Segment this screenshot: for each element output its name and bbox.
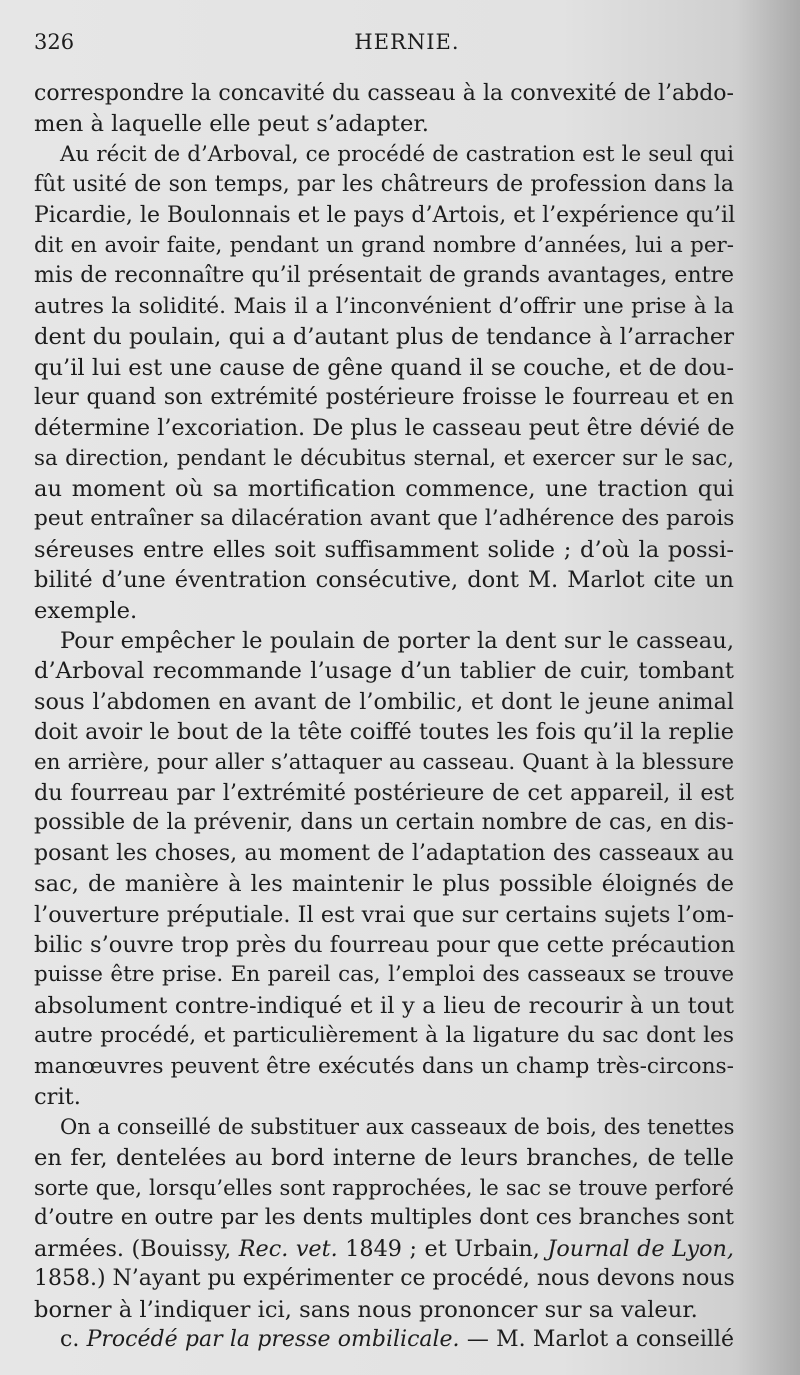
text-line <box>34 1021 734 1051</box>
text-line <box>34 565 734 595</box>
text-line <box>34 778 734 808</box>
text-line <box>34 930 734 960</box>
line-text: autres la solidité. Mais il a l’inconvénient d’offrir une prise à la <box>34 293 734 319</box>
line-text: mis de reconnaître qu’il présentait de grands avantages, entre <box>34 263 734 289</box>
line-text: séreuses entre elles soit suffisamment solide ; d’où la possi- <box>34 536 734 563</box>
text-line <box>34 444 734 474</box>
line-text: puisse être prise. En pareil cas, l’emploi des casseaux se trouve <box>34 962 734 988</box>
text-line <box>34 322 734 352</box>
text-line <box>34 1325 734 1355</box>
text-line <box>34 960 734 990</box>
line-text: exemple. <box>34 597 138 624</box>
line-text: 1858.) N’ayant pu expérimenter ce procédé, nous devons nous <box>34 1266 735 1292</box>
line-text: 1849 ; et Urbain, <box>337 1235 548 1262</box>
line-text: On a conseillé de substituer aux casseaux de bois, des tenettes <box>60 1114 735 1140</box>
line-text: correspondre la concavité du casseau à la convexité de l’abdo- <box>34 81 734 106</box>
text-line <box>34 1173 734 1203</box>
line-text: dent du poulain, qui a d’autant plus de tendance à l’arracher <box>34 324 734 351</box>
text-line <box>34 140 734 170</box>
line-text: en fer, dentelées au bord interne de leurs branches, de telle <box>34 1144 734 1171</box>
text-line <box>34 261 734 291</box>
line-text: Picardie, le Boulonnais et le pays d’Artois, et l’expérience qu’il <box>34 202 736 228</box>
line-text: d’outre en outre par les dents multiples dont ces branches sont <box>34 1205 734 1231</box>
line-text: au moment où sa mortification commence, une traction qui <box>34 476 734 503</box>
line-text: leur quand son extrémité postérieure froisse le fourreau et en <box>34 384 734 410</box>
text-line <box>34 1234 734 1264</box>
line-text: bilité d’une éventration consécutive, dont M. Marlot cite un <box>34 567 734 594</box>
line-text: détermine l’excoriation. De plus le casseau peut être dévié de <box>34 415 735 442</box>
line-text: l’ouverture préputiale. Il est vrai que sur certains sujets l’om- <box>34 901 734 928</box>
line-text: possible de la prévenir, dans un certain nombre de cas, en dis- <box>34 810 734 836</box>
line-text: c. <box>60 1327 87 1353</box>
italic-text: Procédé par la presse ombilicale. <box>86 1327 460 1353</box>
line-text: armées. (Bouissy, <box>34 1235 239 1262</box>
text-line <box>34 1082 734 1112</box>
text-line <box>34 839 734 869</box>
text-line <box>34 1052 734 1082</box>
line-text: du fourreau par l’extrémité postérieure de cet appareil, il est <box>34 779 734 806</box>
text-line <box>34 687 734 717</box>
line-text: manœuvres peuvent être exécutés dans un champ très-circons- <box>34 1053 734 1079</box>
text-line <box>34 109 734 139</box>
page-number: 326 <box>34 30 75 54</box>
text-line <box>34 1203 734 1233</box>
text-line <box>34 170 734 200</box>
text-line <box>34 748 734 778</box>
text-line <box>34 626 734 656</box>
text-line <box>34 596 734 626</box>
text-line <box>34 231 734 261</box>
line-text: peut entraîner sa dilacération avant que l’adhérence des parois <box>34 506 735 532</box>
text-line <box>34 535 734 565</box>
line-text: — M. Marlot a conseillé <box>459 1327 735 1353</box>
line-text: sorte que, lorsqu’elles sont rapprochées, le sac se trouve perforé <box>34 1175 734 1201</box>
line-text: Pour empêcher le poulain de porter la dent sur le casseau, <box>60 628 734 655</box>
text-line <box>34 79 734 109</box>
text-line <box>34 656 734 686</box>
line-text: Au récit de d’Arboval, ce procédé de castration est le seul qui <box>60 141 734 167</box>
line-text: bilic s’ouvre trop près du fourreau pour que cette précaution <box>34 931 736 958</box>
line-text: men à laquelle elle peut s’adapter. <box>34 111 429 138</box>
text-line <box>34 808 734 838</box>
line-text: crit. <box>34 1083 81 1110</box>
running-head: HERNIE. <box>354 30 460 54</box>
text-line <box>34 1112 734 1142</box>
line-text: qu’il lui est une cause de gêne quand il se couche, et de dou- <box>34 354 734 381</box>
italic-text: Rec. vet. <box>238 1235 338 1262</box>
text-line <box>34 869 734 899</box>
body-text <box>34 79 734 1355</box>
line-text: posant les choses, au moment de l’adaptation des casseaux au <box>34 840 734 866</box>
page-header <box>34 30 740 66</box>
line-text: sous l’abdomen en avant de l’ombilic, et dont le jeune animal <box>34 688 734 715</box>
line-text: borner à l’indiquer ici, sans nous prononcer sur sa valeur. <box>34 1296 698 1323</box>
line-text: doit avoir le bout de la tête coiffé toutes les fois qu’il la replie <box>34 719 734 746</box>
line-text: sac, de manière à les maintenir le plus possible éloignés de <box>34 871 734 898</box>
line-text: dit en avoir faite, pendant un grand nombre d’années, lui a per- <box>34 232 734 258</box>
text-line <box>34 413 734 443</box>
line-text: d’Arboval recommande l’usage d’un tablier de cuir, tombant <box>34 658 734 685</box>
text-line <box>34 474 734 504</box>
line-text: fût usité de son temps, par les châtreurs de profession dans la <box>34 172 734 198</box>
line-text: sa direction, pendant le décubitus sternal, et exercer sur le sac, <box>34 445 734 471</box>
text-line <box>34 900 734 930</box>
line-text: en arrière, pour aller s’attaquer au casseau. Quant à la blessure <box>34 749 734 775</box>
text-line <box>34 991 734 1021</box>
text-line <box>34 201 734 231</box>
text-line <box>34 1143 734 1173</box>
line-text: absolument contre-indiqué et il y a lieu de recourir à un tout <box>34 992 734 1019</box>
text-line <box>34 504 734 534</box>
text-line <box>34 383 734 413</box>
text-line <box>34 1264 734 1294</box>
text-line <box>34 292 734 322</box>
text-line <box>34 717 734 747</box>
text-line <box>34 1295 734 1325</box>
italic-text: Journal de Lyon, <box>547 1235 734 1262</box>
line-text: autre procédé, et particulièrement à la ligature du sac dont les <box>34 1023 734 1049</box>
text-line <box>34 353 734 383</box>
